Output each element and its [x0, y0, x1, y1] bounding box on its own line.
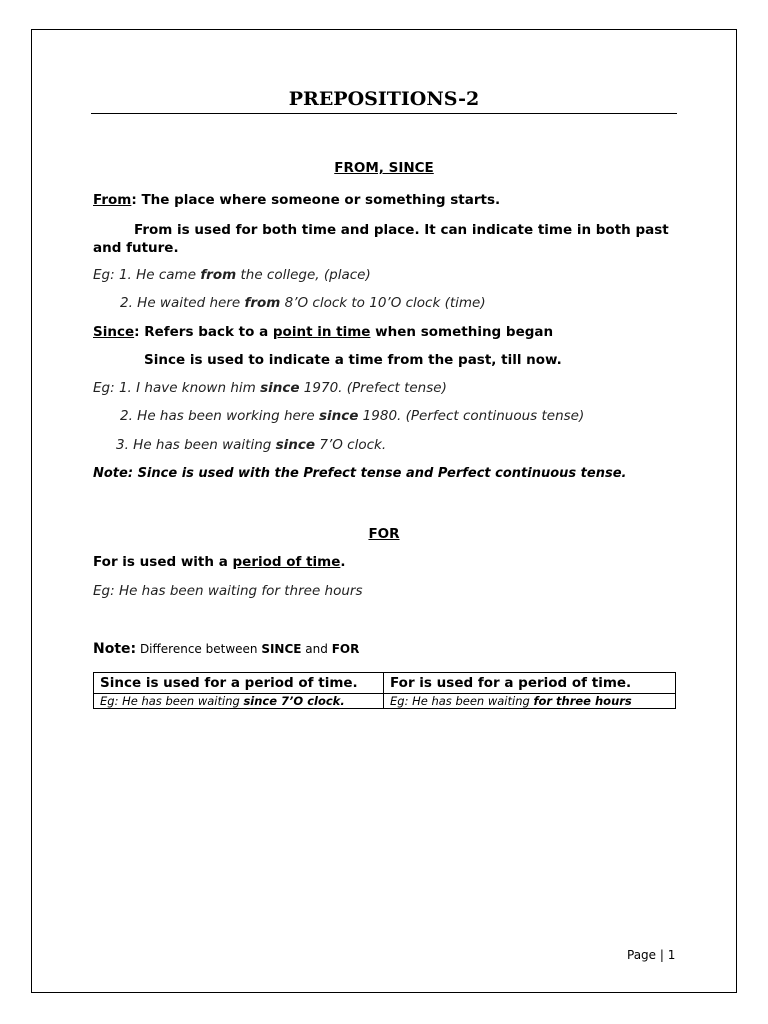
note-and-word: and [301, 642, 332, 656]
from-example-1 [93, 266, 371, 284]
since-example-2 [120, 407, 584, 425]
since-for-comparison-table [93, 672, 676, 709]
example-keyword: since [275, 437, 316, 453]
example-keyword: since [260, 380, 300, 396]
from-example-2 [120, 294, 486, 312]
example-text: 1980. (Perfect continuous tense) [358, 408, 585, 424]
since-note: Note: Since is used with the Prefect tense and Perfect continuous tense. [93, 466, 627, 481]
page-number: Page | 1 [627, 948, 676, 962]
section-heading-from-since: FROM, SINCE [334, 160, 434, 176]
table-header-row [94, 673, 676, 694]
example-keyword: from [244, 295, 281, 311]
from-explain-line1: From is used for both time and place. It can indicate time in both past [134, 222, 669, 238]
note-for-word: FOR [331, 642, 360, 656]
from-term: From [93, 192, 132, 208]
from-definition [93, 191, 500, 209]
from-definition-text: : The place where someone or something starts. [131, 192, 501, 208]
example-text: 2. He has been working here [120, 408, 319, 424]
since-example-3 [116, 436, 386, 454]
since-definition-text: : Refers back to a [134, 324, 273, 340]
since-definition [93, 323, 553, 341]
difference-note [93, 640, 359, 658]
example-keyword: for three hours [533, 694, 632, 708]
for-definition-text: . [340, 554, 346, 570]
for-definition-underlined: period of time [232, 554, 341, 570]
for-definition-text: For is used with a [93, 554, 233, 570]
example-text: 3. He has been waiting [116, 437, 276, 453]
example-keyword: since [318, 408, 359, 424]
example-text: 7’O clock. [315, 437, 387, 453]
from-explain-line2: and future. [93, 240, 179, 256]
example-text: 1970. (Prefect tense) [299, 380, 447, 396]
example-text: Eg: 1. I have known him [93, 380, 261, 396]
since-definition-text: when something began [370, 324, 554, 340]
table-cell-for-example [384, 694, 676, 709]
for-definition [93, 553, 346, 571]
example-text: Eg: He has been waiting [390, 694, 534, 708]
table-header-since: Since is used for a period of time. [94, 673, 384, 694]
title-underline-rule [91, 113, 677, 114]
section-heading-for: FOR [368, 526, 400, 542]
page-title: PREPOSITIONS-2 [288, 88, 480, 110]
example-text: the college, (place) [236, 267, 371, 283]
example-text: 8’O clock to 10’O clock (time) [280, 295, 486, 311]
note-label: Note: [93, 641, 137, 657]
since-example-1 [93, 379, 447, 397]
for-example: Eg: He has been waiting for three hours [93, 583, 363, 599]
example-text: 2. He waited here [120, 295, 245, 311]
example-keyword: from [200, 267, 237, 283]
table-cell-since-example [94, 694, 384, 709]
table-row [94, 694, 676, 709]
example-text: Eg: He has been waiting [100, 694, 244, 708]
note-since-word: SINCE [261, 642, 302, 656]
note-text: Difference between [136, 642, 262, 656]
since-definition-underlined: point in time [272, 324, 371, 340]
since-explain: Since is used to indicate a time from the past, till now. [144, 352, 562, 368]
example-keyword: since 7’O clock. [243, 694, 345, 708]
example-text: Eg: 1. He came [93, 267, 201, 283]
table-header-for: For is used for a period of time. [384, 673, 676, 694]
since-term: Since [93, 324, 135, 340]
